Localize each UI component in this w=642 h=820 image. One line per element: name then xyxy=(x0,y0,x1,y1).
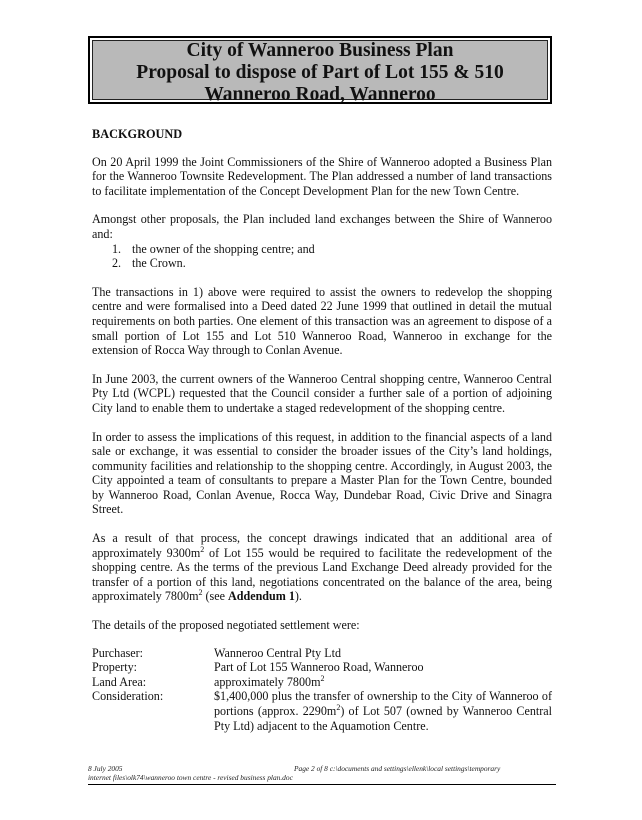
section-heading: BACKGROUND xyxy=(92,127,183,141)
footer-date: 8 July 2005 xyxy=(88,764,123,773)
settlement-details-table xyxy=(92,646,552,734)
list-item xyxy=(92,256,552,271)
paragraph-4: In June 2003, the current owners of the Wanneroo Central shopping centre, Wanneroo Central Pty Ltd (WCPL) requested that the Council consider a further sale of a portion of adjoining City land to enable them to undertake a staged redevelopment of the shopping centre. xyxy=(92,371,552,415)
paragraph-6-text-c: (see xyxy=(202,589,229,604)
paragraph-3: The transactions in 1) above were required to assist the owners to redevelop the shopping centre and were formalised into a Deed dated 22 June 1999 that outlined in detail the mutual requirements on both parties. One element of this transaction was an agreement to dispose of a small portion of Lot 155 and Lot 510 Wanneroo Road, Wanneroo in exchange for the extension of Rocca Way through to Conlan Avenue. xyxy=(92,284,552,358)
footer-file-path: internet files\olk74\wanneroo town centre - revised business plan.doc xyxy=(88,773,293,782)
numbered-list xyxy=(92,242,552,271)
title-line-3: Wanneroo Road, Wanneroo xyxy=(204,84,436,105)
paragraph-2: Amongst other proposals, the Plan included land exchanges between the Shire of Wanneroo and: xyxy=(92,212,552,241)
property-value: Part of Lot 155 Wanneroo Road, Wanneroo xyxy=(214,660,424,675)
list-item-text: the owner of the shopping centre; and xyxy=(132,241,315,256)
superscript: 2 xyxy=(198,588,203,598)
title-line-1: City of Wanneroo Business Plan xyxy=(186,40,454,61)
land-area-label: Land Area: xyxy=(92,674,147,689)
paragraph-7: The details of the proposed negotiated settlement were: xyxy=(92,618,360,633)
purchaser-value: Wanneroo Central Pty Ltd xyxy=(214,645,341,660)
table-row xyxy=(92,689,552,733)
consideration-text-a: $1,400,000 plus the transfer of ownership to the City of Wanneroo of portions (approx. 2290m xyxy=(214,689,552,718)
title-line-2: Proposal to dispose of Part of Lot 155 & 510 xyxy=(136,62,504,83)
paragraph-6-text-a: As a result of that process, the concept drawings indicated that an additional area of approximately 9300m xyxy=(92,531,552,560)
document-title-banner xyxy=(88,36,552,104)
table-row xyxy=(92,660,552,675)
superscript: 2 xyxy=(320,673,325,683)
consideration-label: Consideration: xyxy=(92,689,164,704)
paragraph-1: On 20 April 1999 the Joint Commissioners of the Shire of Wanneroo adopted a Business Plan for the Wanneroo Townsite Redevelopment. The Plan addressed a number of land transactions to facilitate implementation of the Concept Development Plan for the new Town Centre. xyxy=(92,154,552,198)
paragraph-6-text-b: of Lot 155 would be required to facilitate the redevelopment of the shopping centre. As the terms of the previous Land Exchange Deed already provided for the transfer of a portion of this land, negotiations concentrated on the balance of the area, being approximately 7800m xyxy=(92,545,552,604)
list-item-number: 2. xyxy=(112,256,122,271)
land-area-text: approximately 7800m xyxy=(214,674,321,689)
list-item xyxy=(92,242,552,257)
consideration-value xyxy=(214,689,552,733)
paragraph-6 xyxy=(92,531,552,604)
consideration-text-b: ) of Lot 507 (owned by Wanneroo Central Pty Ltd) adjacent to the Aquamotion Centre. xyxy=(214,704,552,733)
paragraph-5: In order to assess the implications of this request, in addition to the financial aspects of a land sale or exchange, it was essential to consider the broader issues of the City’s land holdings, community facilities and relationship to the shopping centre. Accordingly, in August 2003, the City appointed a team of consultants to prepare a Master Plan for the Town Centre, bounded by Wanneroo Road, Conlan Avenue, Rocca Way, Dundebar Road, Civic Drive and Sinagra Street. xyxy=(92,429,552,517)
list-item-text: the Crown. xyxy=(132,256,186,271)
purchaser-label: Purchaser: xyxy=(92,645,144,660)
superscript: 2 xyxy=(336,702,341,712)
superscript: 2 xyxy=(200,544,205,554)
table-row xyxy=(92,675,552,690)
document-body xyxy=(92,127,552,733)
page-footer xyxy=(88,764,556,785)
list-item-number: 1. xyxy=(112,241,122,256)
property-label: Property: xyxy=(92,660,138,675)
footer-page-info: Page 2 of 8 c:\documents and settings\ellenk\local settings\temporary xyxy=(294,764,501,773)
addendum-reference: Addendum 1 xyxy=(228,589,295,604)
paragraph-6-text-d: ). xyxy=(294,589,302,604)
land-area-value xyxy=(214,675,552,690)
table-row xyxy=(92,646,552,661)
